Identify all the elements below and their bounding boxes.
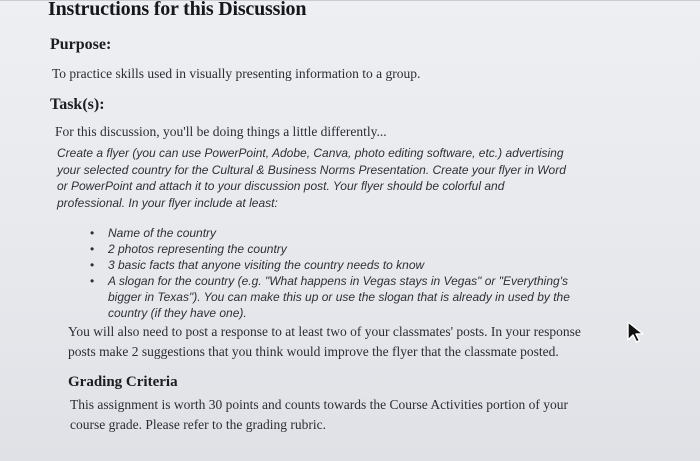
list-item-line: 2 photos representing the country — [108, 242, 287, 256]
instruction-line: Create a flyer (you can use PowerPoint, Adobe, Canva, photo editing software, etc.) advertising — [57, 146, 564, 160]
task-heading: Task(s): — [50, 96, 105, 113]
list-item-line: Name of the country — [108, 226, 217, 240]
list-item-line: A slogan for the country (e.g. "What happens in Vegas stays in Vegas" or "Everything's — [108, 274, 568, 288]
bullet-icon: • — [90, 274, 95, 288]
grading-heading: Grading Criteria — [68, 374, 178, 390]
task-intro: For this discussion, you'll be doing things a little differently... — [55, 124, 387, 139]
list-item-line: 3 basic facts that anyone visiting the country needs to know — [108, 258, 425, 272]
bullet-icon: • — [90, 242, 95, 256]
list-item — [82, 241, 630, 257]
bullet-icon: • — [90, 226, 95, 240]
response-line: posts make 2 suggestions that you think would improve the flyer that the classmate posted. — [68, 344, 559, 359]
grading-line: course grade. Please refer to the grading rubric. — [70, 417, 327, 432]
list-item — [82, 257, 630, 273]
flyer-instructions — [57, 145, 635, 211]
grading-text — [70, 395, 610, 435]
purpose-heading: Purpose: — [50, 36, 112, 53]
response-line: You will also need to post a response to at least two of your classmates' posts. In your response — [68, 324, 581, 339]
bullet-icon: • — [90, 258, 95, 272]
instruction-line: your selected country for the Cultural & Business Norms Presentation. Create your flyer in Word — [57, 162, 566, 177]
list-item — [82, 225, 630, 241]
page-title: Instructions for this Discussion — [48, 0, 307, 20]
grading-line: This assignment is worth 30 points and counts towards the Course Activities portion of your — [70, 397, 568, 412]
list-item-line: country (if they have one). — [108, 306, 247, 320]
flyer-requirements-list — [82, 225, 630, 321]
instruction-line: professional. In your flyer include at least: — [57, 195, 278, 210]
instruction-line: or PowerPoint and attach it to your discussion post. Your flyer should be colorful and — [57, 179, 505, 193]
list-item — [82, 273, 630, 321]
purpose-text: To practice skills used in visually presenting information to a group. — [52, 66, 421, 81]
mouse-pointer-icon — [626, 320, 646, 344]
list-item-line: bigger in Texas"). You can make this up or use the slogan that is already in used by the — [108, 290, 570, 304]
response-instructions — [68, 322, 628, 362]
